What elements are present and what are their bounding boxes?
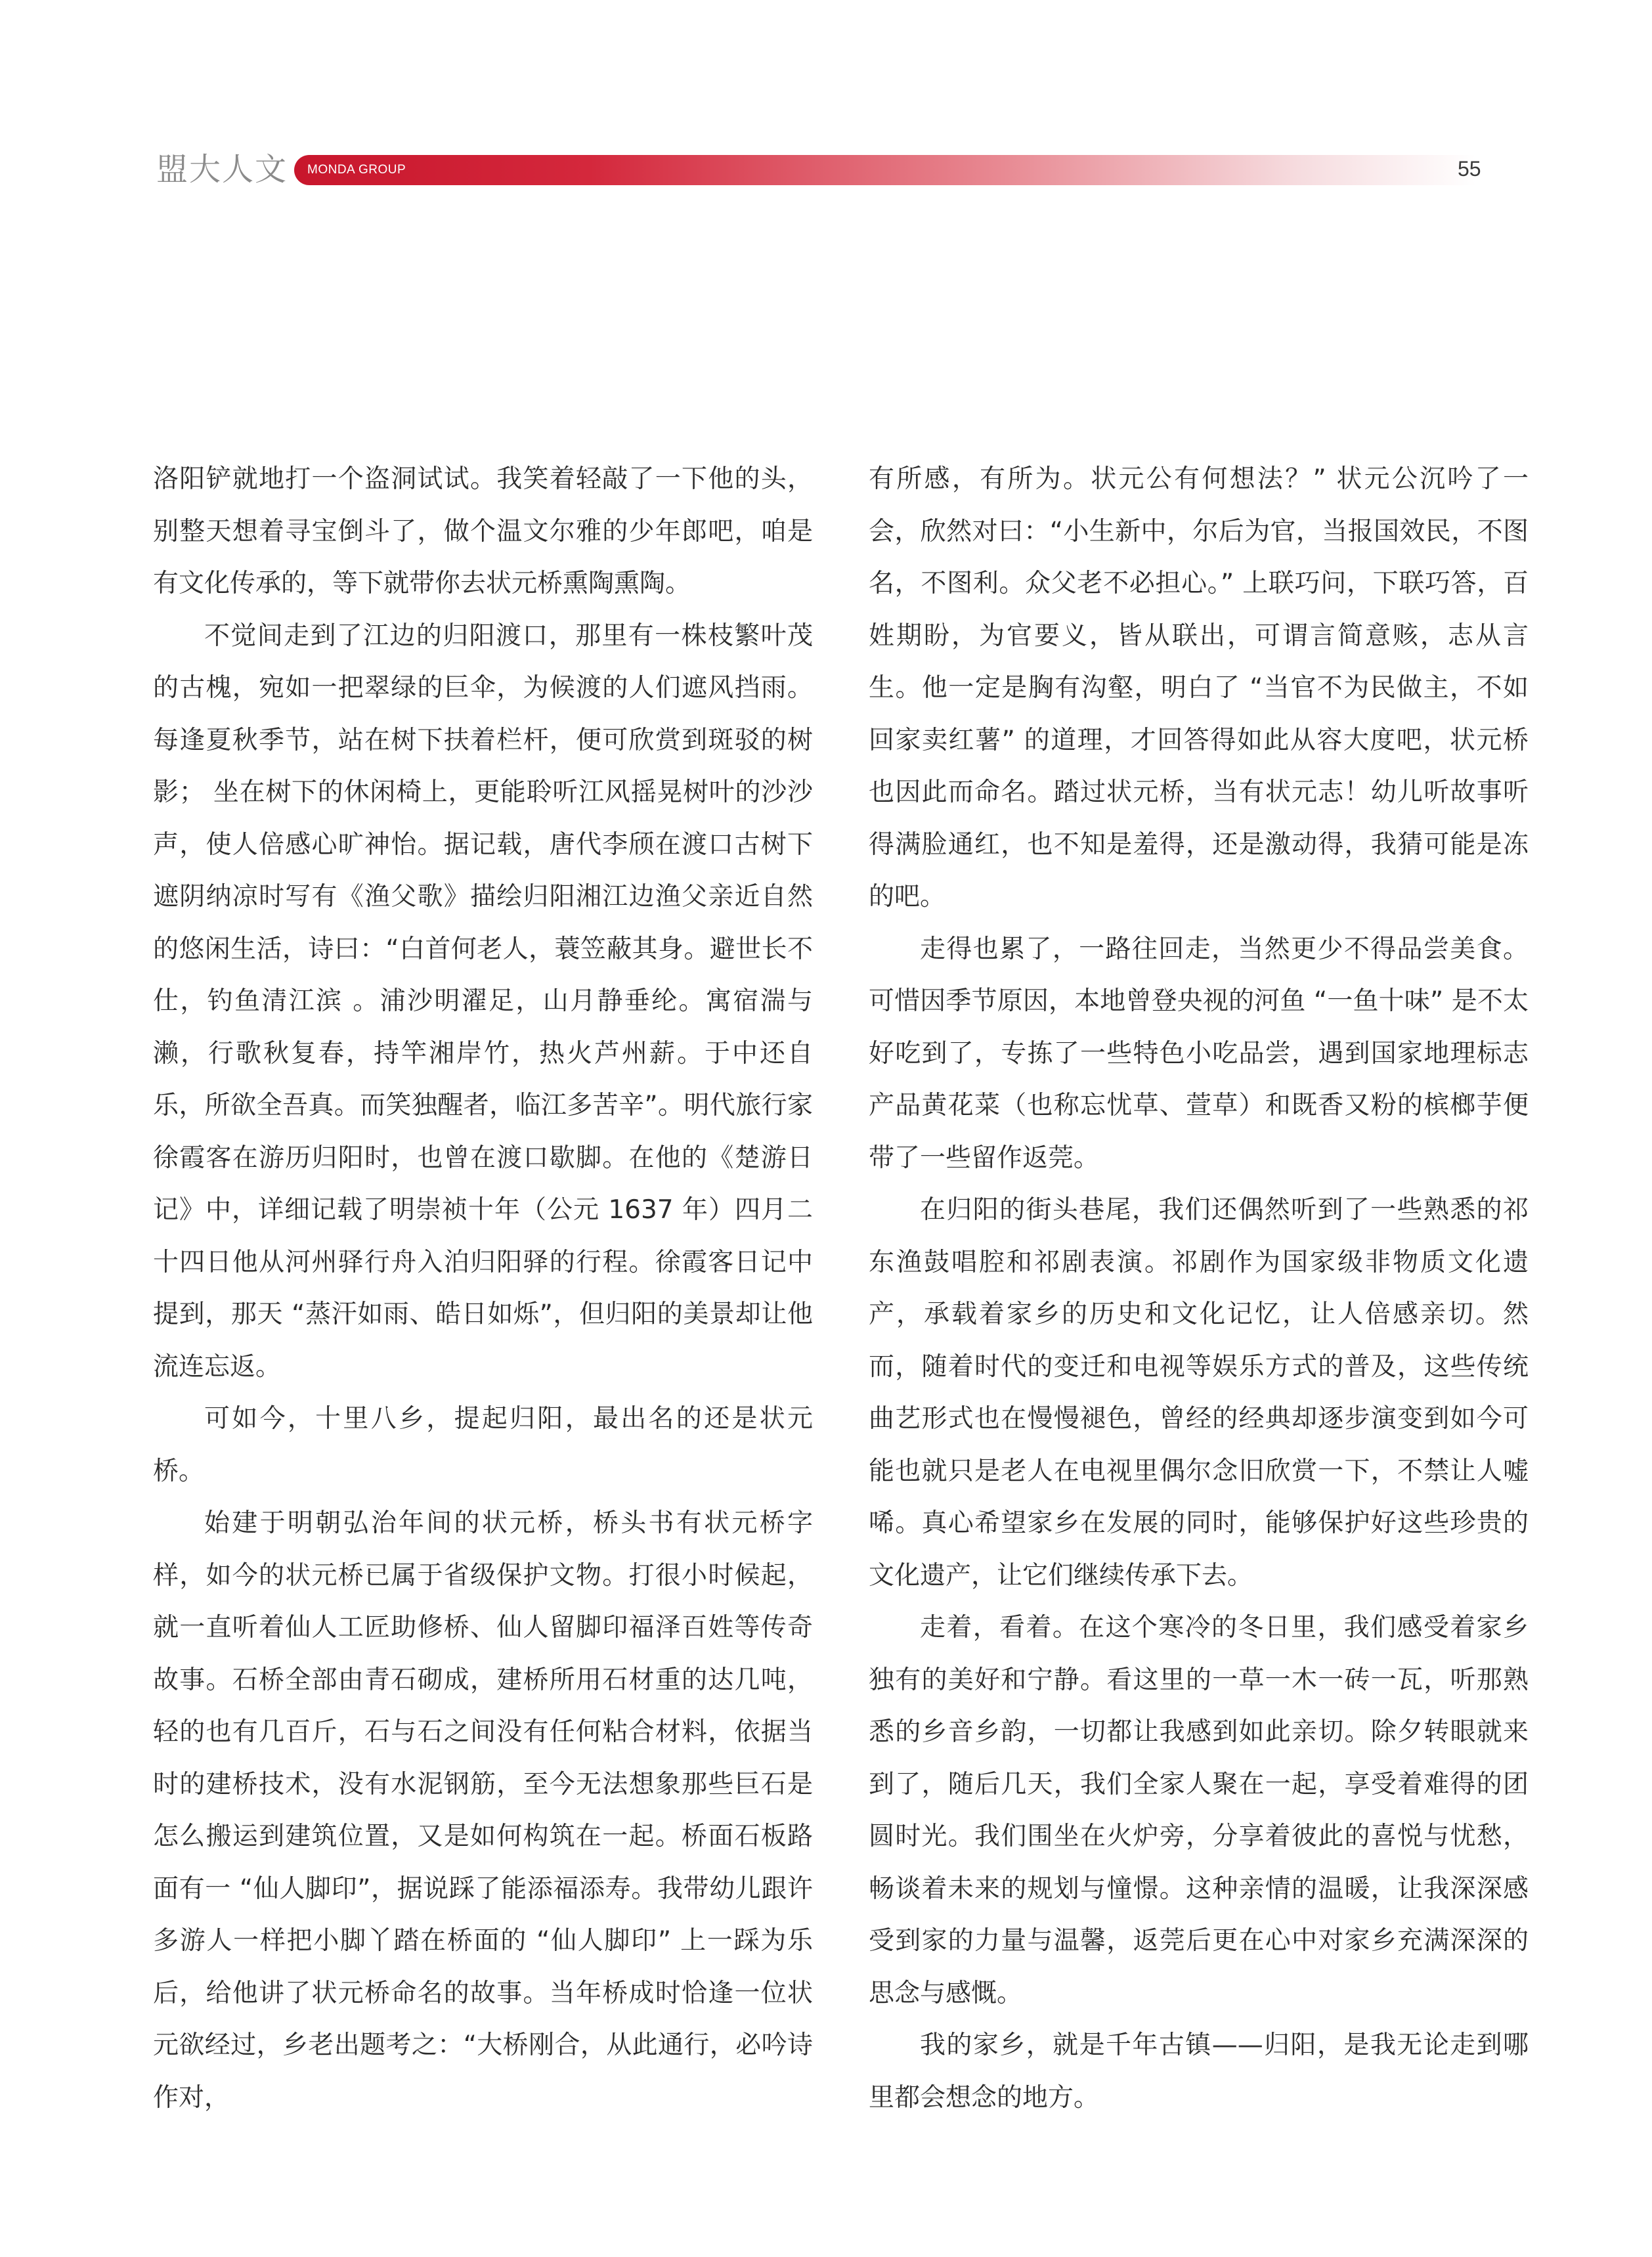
page-number: 55	[1458, 157, 1481, 181]
paragraph: 我的家乡，就是千年古镇——归阳，是我无论走到哪里都会想念的地方。	[869, 2030, 1529, 2113]
paragraph: 有所感，有所为。状元公有何想法？” 状元公沉吟了一会，欣然对曰：“小生新中，尔后为官，当报国效民，不图名，不图利。众父老不必担心。” 上联巧问，下联巧答，百姓期盼，为官要义，皆从联出，可谓言简意赅，志从言生。他一定是胸有沟壑，明白了 “当官不为民做主，不如回家卖红薯” 的道理，才回答得如此从容大度吧，状元桥也因此而命名。踏过状元桥，当有状元志！幼儿听故事听得满脸通红，也不知是羞得，还是激动得，我猜可能是冻的吧。	[869, 464, 1529, 911]
paragraph: 不觉间走到了江边的归阳渡口，那里有一株枝繁叶茂的古槐，宛如一把翠绿的巨伞，为候渡的人们遮风挡雨。每逢夏秋季节，站在树下扶着栏杆，便可欣赏到斑驳的树影； 坐在树下的休闲椅上，更能聆听江风摇晃树叶的沙沙声，使人倍感心旷神怡。据记载，唐代李颀在渡口古树下遮阴纳凉时写有《渔父歌》描绘归阳湘江边渔父亲近自然的悠闲生活，诗曰：“白首何老人，蓑笠蔽其身。避世长不仕，钓鱼清江滨 。浦沙明濯足，山月静垂纶。寓宿湍与濑，行歌秋复春，持竿湘岸竹，热火芦州薪。于中还自乐，所欲全吾真。而笑独醒者，临江多苦辛”。明代旅行家徐霞客在游历归阳时，也曾在渡口歇脚。在他的《楚游日记》中，详细记载了明崇祯十年（公元 1637 年）四月二十四日他从河州驿行舟入泊归阳驿的行程。徐霞客日记中提到，那天 “蒸汗如雨、皓日如烁”，但归阳的美景却让他流连忘返。	[153, 621, 813, 1382]
left-column	[153, 453, 813, 2124]
brand-title: 盟大人文	[156, 151, 288, 188]
header-ribbon	[294, 155, 1476, 185]
paragraph: 洛阳铲就地打一个盗洞试试。我笑着轻敲了一下他的头，别整天想着寻宝倒斗了，做个温文尔雅的少年郎吧，咱是有文化传承的，等下就带你去状元桥熏陶熏陶。	[153, 464, 813, 598]
ribbon-label: MONDA GROUP	[307, 163, 406, 177]
paragraph: 可如今，十里八乡，提起归阳，最出名的还是状元桥。	[153, 1404, 813, 1486]
paragraph: 始建于明朝弘治年间的状元桥，桥头书有状元桥字样，如今的状元桥已属于省级保护文物。打很小时候起，就一直听着仙人工匠助修桥、仙人留脚印福泽百姓等传奇故事。石桥全部由青石砌成，建桥所用石材重的达几吨，轻的也有几百斤，石与石之间没有任何粘合材料，依据当时的建桥技术，没有水泥钢筋，至今无法想象那些巨石是怎么搬运到建筑位置，又是如何构筑在一起。桥面石板路面有一 “仙人脚印”，据说踩了能添福添寿。我带幼儿跟许多游人一样把小脚丫踏在桥面的 “仙人脚印” 上一踩为乐后，给他讲了状元桥命名的故事。当年桥成时恰逢一位状元欲经过，乡老出题考之：“大桥刚合，从此通行，必吟诗作对，	[153, 1508, 813, 2113]
right-column	[869, 453, 1529, 2124]
paragraph: 走得也累了，一路往回走，当然更少不得品尝美食。可惜因季节原因，本地曾登央视的河鱼 “一鱼十味” 是不太好吃到了，专拣了一些特色小吃品尝，遇到国家地理标志产品黄花菜（也称忘忧草、萱草）和既香又粉的槟榔芋便带了一些留作返莞。	[869, 934, 1529, 1173]
page-header	[0, 0, 1652, 197]
paragraph: 在归阳的街头巷尾，我们还偶然听到了一些熟悉的祁东渔鼓唱腔和祁剧表演。祁剧作为国家级非物质文化遗产，承载着家乡的历史和文化记忆，让人倍感亲切。然而，随着时代的变迁和电视等娱乐方式的普及，这些传统曲艺形式也在慢慢褪色，曾经的经典却逐步演变到如今可能也就只是老人在电视里偶尔念旧欣赏一下，不禁让人嘘唏。真心希望家乡在发展的同时，能够保护好这些珍贵的文化遗产，让它们继续传承下去。	[869, 1195, 1529, 1590]
paragraph: 走着，看着。在这个寒冷的冬日里，我们感受着家乡独有的美好和宁静。看这里的一草一木一砖一瓦，听那熟悉的乡音乡韵，一切都让我感到如此亲切。除夕转眼就来到了，随后几天，我们全家人聚在一起，享受着难得的团圆时光。我们围坐在火炉旁，分享着彼此的喜悦与忧愁，畅谈着未来的规划与憧憬。这种亲情的温暖，让我深深感受到家的力量与温馨，返莞后更在心中对家乡充满深深的思念与感慨。	[869, 1613, 1529, 2008]
